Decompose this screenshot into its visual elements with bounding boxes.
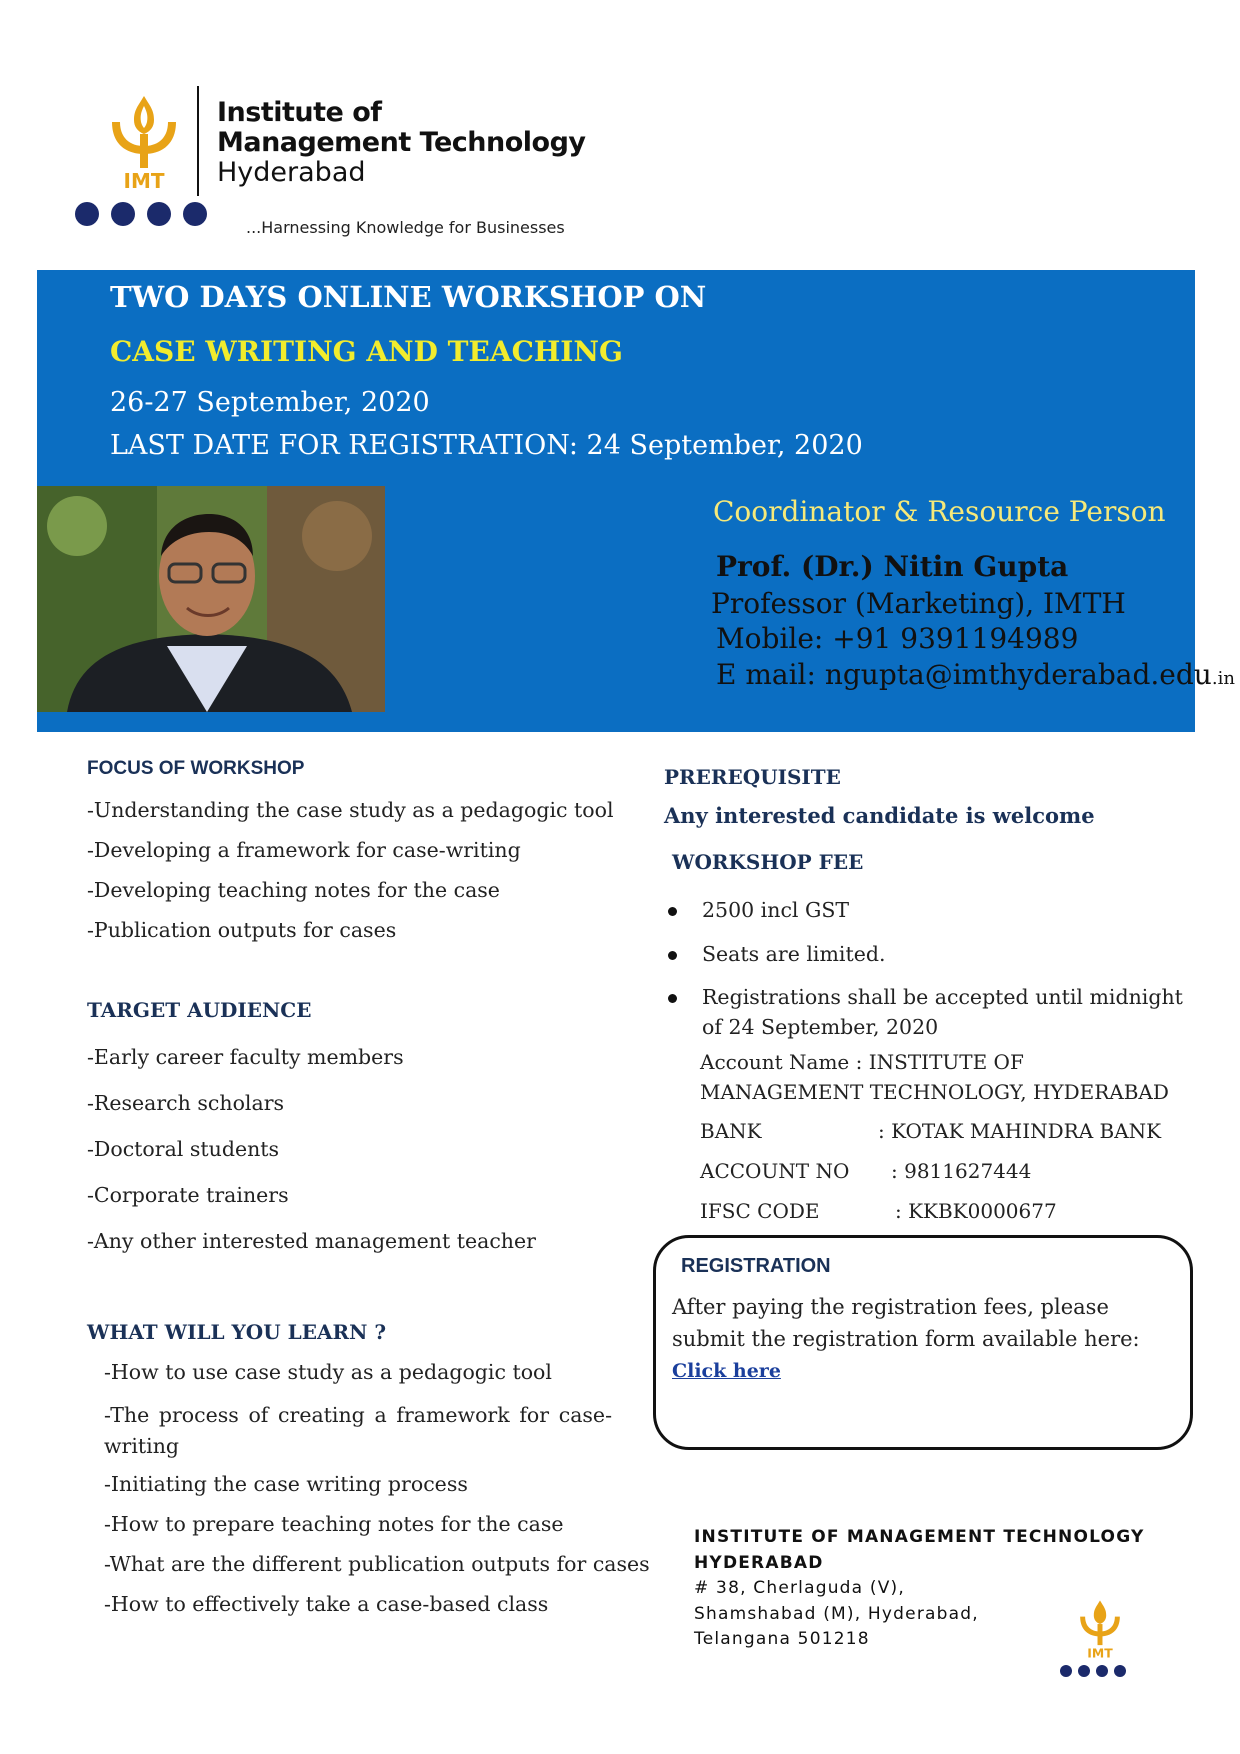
account-name: Account Name : INSTITUTE OF MANAGEMENT TECHNOLOGY, HYDERABAD <box>700 1050 1169 1104</box>
fee-bullet-3: Registrations shall be accepted until midnight of 24 September, 2020 <box>668 983 1188 1042</box>
email-suffix: .in <box>1211 668 1235 689</box>
registration-text <box>672 1292 1182 1387</box>
address-line-2: HYDERABAD <box>694 1552 824 1573</box>
institute-name <box>217 98 586 189</box>
audience-item-4: -Corporate trainers <box>87 1183 289 1207</box>
logo-abbrev: IMT <box>123 169 165 192</box>
audience-item-2: -Research scholars <box>87 1091 285 1115</box>
focus-item-2: -Developing a framework for case-writing <box>87 838 521 862</box>
workshop-dates: 26-27 September, 2020 <box>110 387 430 418</box>
institute-line-1: Institute of <box>217 97 382 128</box>
focus-item-3: -Developing teaching notes for the case <box>87 878 500 902</box>
address-line-3: # 38, Cherlaguda (V), <box>694 1578 905 1598</box>
small-logo-dots <box>1060 1662 1132 1681</box>
registration-link[interactable]: Click here <box>672 1360 781 1382</box>
ifsc-value: : KKBK0000677 <box>895 1199 1057 1223</box>
small-logo-abbrev: IMT <box>1087 1645 1113 1660</box>
audience-item-5: -Any other interested management teacher <box>87 1229 536 1253</box>
coordinator-role: Professor (Marketing), IMTH <box>711 587 1126 620</box>
tagline: ...Harnessing Knowledge for Businesses <box>246 218 565 237</box>
institute-line-2: Management Technology <box>217 127 586 159</box>
coordinator-mobile: Mobile: +91 9391194989 <box>716 622 1079 655</box>
account-no-value: : 9811627444 <box>891 1159 1032 1183</box>
logo-dots <box>75 202 219 230</box>
fee-bullet-1: 2500 incl GST <box>668 896 1188 926</box>
learn-heading: WHAT WILL YOU LEARN ? <box>87 1320 387 1344</box>
coordinator-name: Prof. (Dr.) Nitin Gupta <box>716 550 1069 583</box>
fee-heading: WORKSHOP FEE <box>672 850 864 874</box>
banner-subtitle: CASE WRITING AND TEACHING <box>110 335 623 368</box>
audience-item-3: -Doctoral students <box>87 1137 280 1161</box>
learn-item-6: -How to effectively take a case-based class <box>104 1592 549 1616</box>
learn-item-5: -What are the different publication outputs for cases <box>104 1552 650 1576</box>
imt-small-logo-icon <box>1070 1598 1130 1660</box>
address-line-1: INSTITUTE OF MANAGEMENT TECHNOLOGY <box>694 1527 1145 1547</box>
focus-heading: FOCUS OF WORKSHOP <box>87 758 305 779</box>
imt-logo-icon <box>104 92 184 192</box>
audience-heading: TARGET AUDIENCE <box>87 998 312 1022</box>
address-line-4: Shamshabad (M), Hyderabad, <box>694 1603 979 1624</box>
coordinator-email[interactable] <box>716 658 1235 691</box>
fee-bullets <box>668 896 1188 1057</box>
learn-item-2: -The process of creating a framework for case-writing <box>104 1403 612 1458</box>
fee-bullet-2: Seats are limited. <box>668 940 1188 970</box>
prereq-heading: PREREQUISITE <box>664 765 841 789</box>
registration-instructions: After paying the registration fees, please submit the registration form available here: <box>672 1295 1140 1351</box>
prereq-text: Any interested candidate is welcome <box>664 803 1095 828</box>
address-line-5: Telangana 501218 <box>694 1629 870 1649</box>
banner-title: TWO DAYS ONLINE WORKSHOP ON <box>110 280 707 314</box>
learn-item-1: -How to use case study as a pedagogic tool <box>104 1360 552 1384</box>
registration-deadline: LAST DATE FOR REGISTRATION: 24 September, 2020 <box>110 430 863 461</box>
account-no-label: ACCOUNT NO <box>700 1159 850 1183</box>
institute-line-3: Hyderabad <box>217 157 366 189</box>
bank-label: BANK <box>700 1119 762 1143</box>
learn-item-3: -Initiating the case writing process <box>104 1472 468 1496</box>
email-text: E mail: ngupta@imthyderabad.edu <box>716 658 1212 691</box>
learn-item-4: -How to prepare teaching notes for the case <box>104 1512 564 1536</box>
logo-divider <box>197 86 199 196</box>
audience-item-1: -Early career faculty members <box>87 1045 404 1069</box>
registration-heading: REGISTRATION <box>681 1255 831 1277</box>
coordinator-label: Coordinator & Resource Person <box>713 495 1166 528</box>
coordinator-photo <box>37 486 385 712</box>
bank-value: : KOTAK MAHINDRA BANK <box>878 1119 1162 1143</box>
focus-item-4: -Publication outputs for cases <box>87 918 397 942</box>
ifsc-label: IFSC CODE <box>700 1199 820 1223</box>
focus-item-1: -Understanding the case study as a pedagogic tool <box>87 798 614 822</box>
